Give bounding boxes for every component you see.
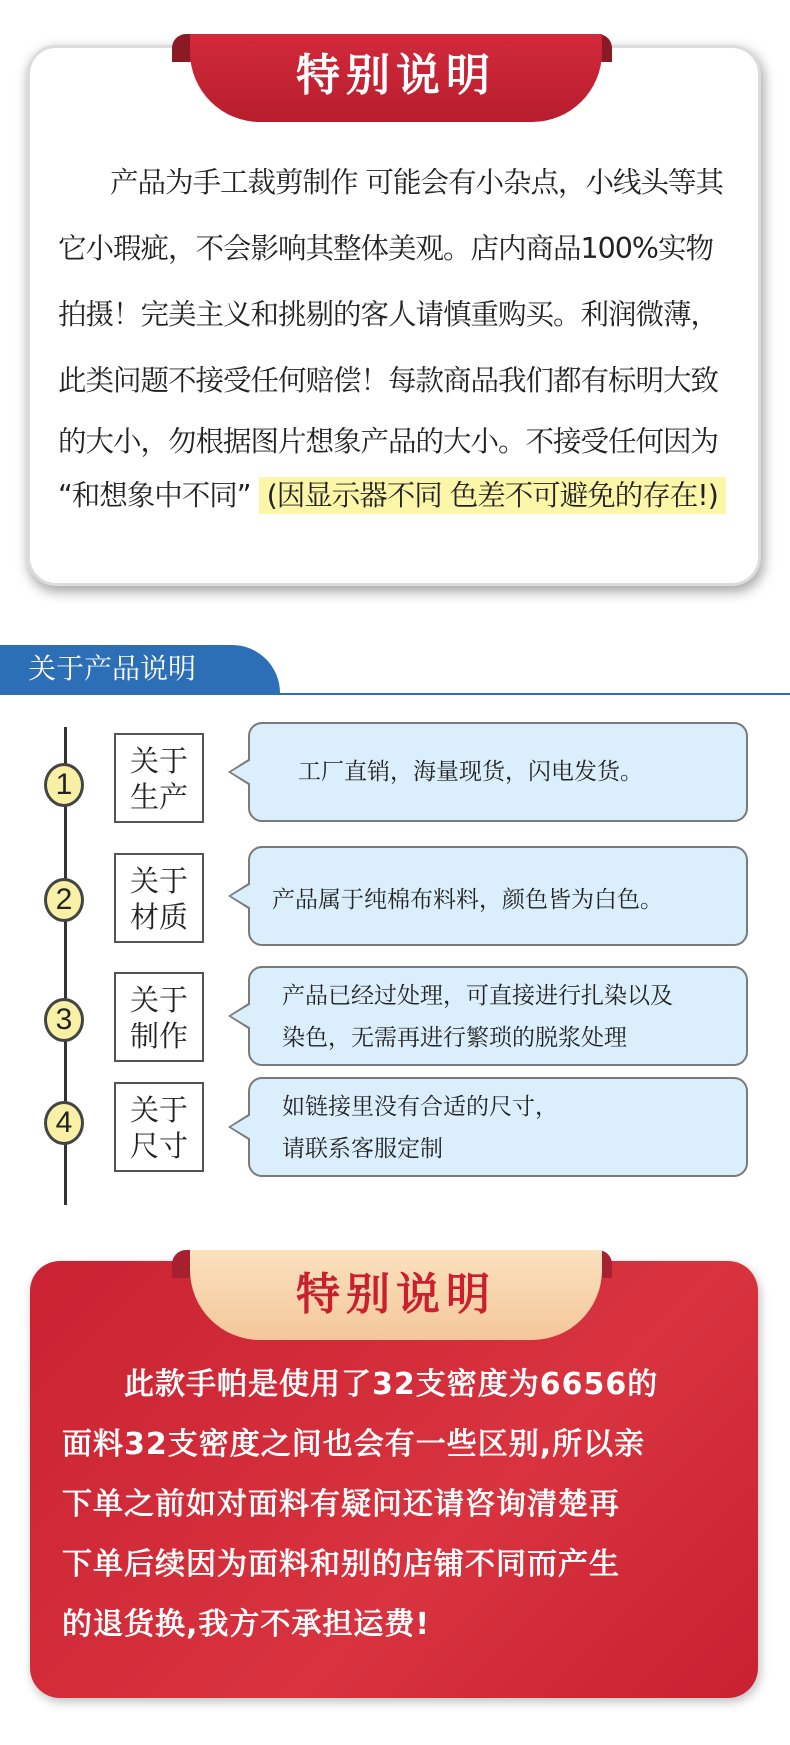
step-number-badge: 4: [44, 1101, 84, 1145]
notice-top-last-line: [58, 470, 736, 522]
notice-top-line: 此类问题不接受任何赔偿！每款商品我们都有标明大致: [58, 364, 719, 397]
speech-bubble-processing: 产品已经过处理，可直接进行扎染以及 染色，无需再进行繁琐的脱浆处理: [248, 966, 748, 1066]
speech-bubble-production: 工厂直销，海量现货，闪电发货。: [248, 722, 748, 822]
step-number-badge: 2: [44, 878, 84, 922]
notice-top-line: 产品为手工裁剪制作 可能会有小杂点，小线头等其: [110, 166, 724, 199]
notice-bottom-body: [62, 1355, 742, 1655]
step-label-size: 关于 尺寸: [114, 1082, 204, 1172]
step-label-material: 关于 材质: [114, 853, 204, 943]
notice-bottom-title: 特别说明: [190, 1250, 602, 1340]
notice-top-highlight: (因显示器不同 色差不可避免的存在!): [259, 477, 726, 514]
bubble-tail: [228, 758, 250, 786]
bubble-tail: [228, 1113, 250, 1141]
notice-top-body: [58, 150, 736, 522]
notice-top-line: 拍摄！完美主义和挑剔的客人请慎重购买。利润微薄，: [58, 298, 719, 331]
step-label-production: 关于 生产: [114, 733, 204, 823]
notice-top-line: 的大小，勿根据图片想象产品的大小。不接受任何因为: [58, 425, 719, 458]
section-title: 关于产品说明: [0, 645, 280, 693]
bubble-tail: [228, 882, 250, 910]
bubble-tail: [228, 1002, 250, 1030]
notice-bottom-line: 此款手帕是使用了32支密度为6656的: [124, 1367, 659, 1402]
notice-bottom-line: 面料32支密度之间也会有一些区别,所以亲: [62, 1427, 646, 1462]
section-divider: [0, 693, 790, 695]
notice-top-title: 特别说明: [190, 34, 602, 122]
step-number-badge: 3: [44, 998, 84, 1042]
notice-bottom-line: 下单之前如对面料有疑问还请咨询清楚再: [62, 1487, 620, 1522]
notice-top-quote: “和想象中不同”: [58, 479, 251, 512]
notice-bottom-line: 下单后续因为面料和别的店铺不同而产生: [62, 1547, 620, 1582]
notice-top-line: 它小瑕疵，不会影响其整体美观。店内商品100%实物: [58, 232, 713, 265]
step-label-processing: 关于 制作: [114, 972, 204, 1062]
notice-bottom-line: 的退货换,我方不承担运费!: [62, 1607, 431, 1642]
step-number-badge: 1: [44, 763, 84, 807]
speech-bubble-material: 产品属于纯棉布料料，颜色皆为白色。: [248, 846, 748, 946]
speech-bubble-size: 如链接里没有合适的尺寸， 请联系客服定制: [248, 1077, 748, 1177]
